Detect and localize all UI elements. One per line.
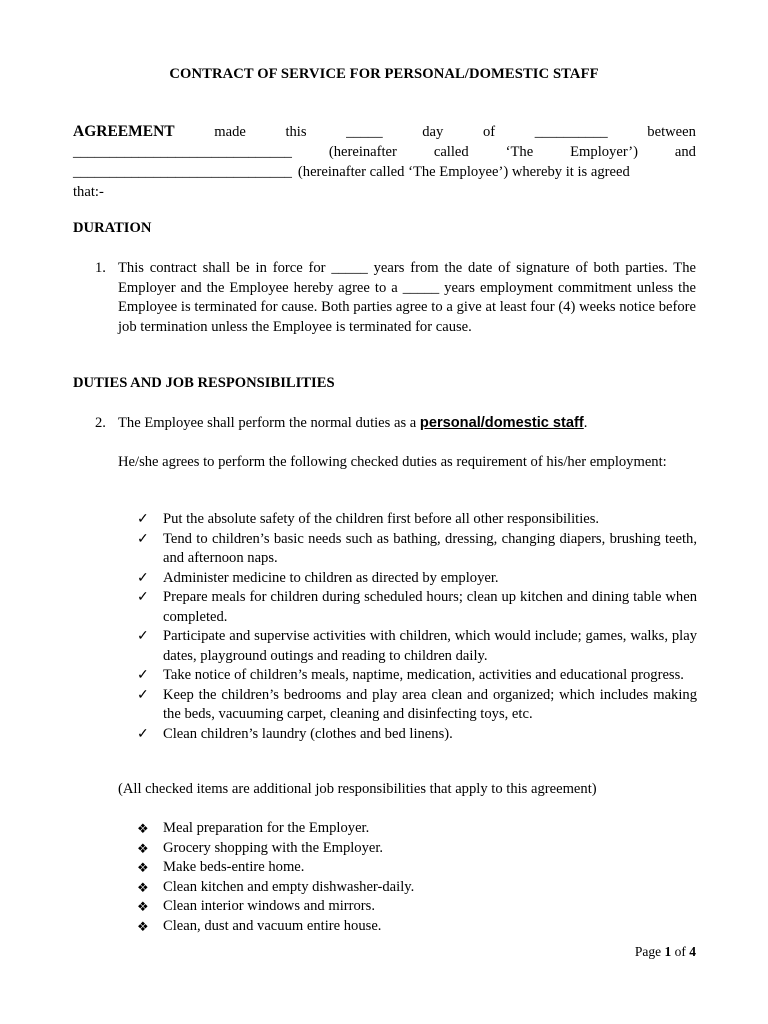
total-pages: 4 bbox=[689, 944, 696, 959]
section-heading-duration: DURATION bbox=[73, 220, 152, 236]
check-mark-icon: ✓ bbox=[137, 512, 149, 527]
current-page: 1 bbox=[664, 944, 672, 959]
check-mark-icon: ✓ bbox=[137, 531, 149, 547]
employer-name-blank: ______________________________ bbox=[73, 144, 292, 160]
clause-number: 2. bbox=[95, 415, 106, 431]
additional-duties-list bbox=[137, 819, 697, 936]
four-diamond-icon: ❖ bbox=[137, 821, 149, 836]
list-item: ❖ Make beds-entire home. bbox=[137, 858, 697, 878]
list-item: ❖ Clean interior windows and mirrors. bbox=[137, 897, 697, 917]
agreement-word: of bbox=[482, 124, 496, 140]
check-mark-icon: ✓ bbox=[137, 629, 149, 644]
four-diamond-icon: ❖ bbox=[137, 860, 149, 875]
clause-2-text bbox=[118, 414, 696, 434]
agreement-paragraph bbox=[73, 122, 696, 202]
list-item: ❖ Meal preparation for the Employer. bbox=[137, 819, 697, 839]
staff-type-label: personal/domestic staff bbox=[419, 415, 584, 431]
checked-duties-list bbox=[137, 510, 697, 744]
agreement-text: that:- bbox=[73, 184, 104, 200]
list-item: ✓ Keep the children’s bedrooms and play area clean and organized; which includes making the beds, vacuuming carpet, cleaning and disinfecting toys, etc. bbox=[137, 686, 697, 722]
agreement-lead: AGREEMENT bbox=[73, 123, 175, 140]
agreement-word: ‘The bbox=[505, 144, 534, 160]
check-mark-icon: ✓ bbox=[137, 668, 149, 683]
four-diamond-icon: ❖ bbox=[137, 879, 149, 895]
check-mark-icon: ✓ bbox=[137, 687, 149, 703]
list-item: ❖ Clean, dust and vacuum entire house. bbox=[137, 917, 697, 937]
page-number: Page 1 of 4 bbox=[634, 944, 696, 959]
agreement-text: (hereinafter called ‘The Employee’) whereby it is agreed bbox=[297, 164, 630, 180]
clause-number: 1. bbox=[95, 260, 106, 276]
clause-2-text-after: . bbox=[583, 415, 588, 431]
list-item: ✓ Clean children’s laundry (clothes and bed linens). bbox=[137, 725, 697, 745]
agreement-word: this bbox=[285, 124, 307, 140]
agreement-word: Employer’) bbox=[570, 144, 638, 160]
list-item: ✓ Tend to children’s basic needs such as bathing, dressing, changing diapers, brushing teeth, and afternoon naps. bbox=[137, 530, 697, 566]
agreement-word: called bbox=[433, 144, 469, 160]
agreement-word: made bbox=[214, 124, 246, 140]
document-title: CONTRACT OF SERVICE FOR PERSONAL/DOMESTIC STAFF bbox=[169, 66, 599, 82]
list-item: ✓ Participate and supervise activities with children, which would include; games, walks, play dates, playground outings and reading to children daily. bbox=[137, 628, 697, 664]
list-item: ❖ Grocery shopping with the Employer. bbox=[137, 839, 697, 859]
day-blank: _____ bbox=[346, 124, 383, 140]
additional-duties-note: (All checked items are additional job responsibilities that apply to this agreement) bbox=[118, 781, 597, 797]
agreement-word: and bbox=[674, 144, 696, 160]
four-diamond-icon: ❖ bbox=[137, 918, 149, 934]
agreement-line-3 bbox=[73, 162, 696, 182]
list-item: ✓ Put the absolute safety of the children first before all other responsibilities. bbox=[137, 510, 697, 530]
agreement-word: between bbox=[647, 124, 696, 140]
duties-intro: He/she agrees to perform the following checked duties as requirement of his/her employment: bbox=[118, 454, 667, 470]
check-mark-icon: ✓ bbox=[137, 590, 149, 605]
agreement-line-1 bbox=[73, 122, 696, 142]
check-mark-icon: ✓ bbox=[137, 726, 149, 742]
check-mark-icon: ✓ bbox=[137, 570, 149, 586]
clause-2-text-before: The Employee shall perform the normal duties as a bbox=[118, 415, 420, 431]
four-diamond-icon: ❖ bbox=[137, 840, 149, 856]
employee-name-blank: ______________________________ bbox=[73, 164, 292, 180]
list-item: ✓ Administer medicine to children as directed by employer. bbox=[137, 569, 697, 589]
four-diamond-icon: ❖ bbox=[137, 899, 149, 914]
agreement-word: day bbox=[422, 124, 444, 140]
month-blank: __________ bbox=[534, 124, 608, 140]
list-item: ✓ Prepare meals for children during scheduled hours; clean up kitchen and dining table when completed. bbox=[137, 589, 697, 625]
section-heading-duties: DUTIES AND JOB RESPONSIBILITIES bbox=[73, 375, 335, 391]
list-item: ✓ Take notice of children’s meals, naptime, medication, activities and educational progress. bbox=[137, 666, 697, 686]
agreement-word: (hereinafter bbox=[328, 144, 397, 160]
agreement-line-2 bbox=[73, 142, 696, 162]
list-item: ❖ Clean kitchen and empty dishwasher-daily. bbox=[137, 878, 697, 898]
agreement-line-4 bbox=[73, 182, 696, 202]
clause-1-text: This contract shall be in force for _____ years from the date of signature of both parties. The Employer and the Employee hereby agree to a _____ years employment commitment unless the Employee is terminated for cause. Both parties agree to a give at least four (4) weeks notice before job termination unless the Employee is terminated for cause. bbox=[118, 260, 696, 335]
